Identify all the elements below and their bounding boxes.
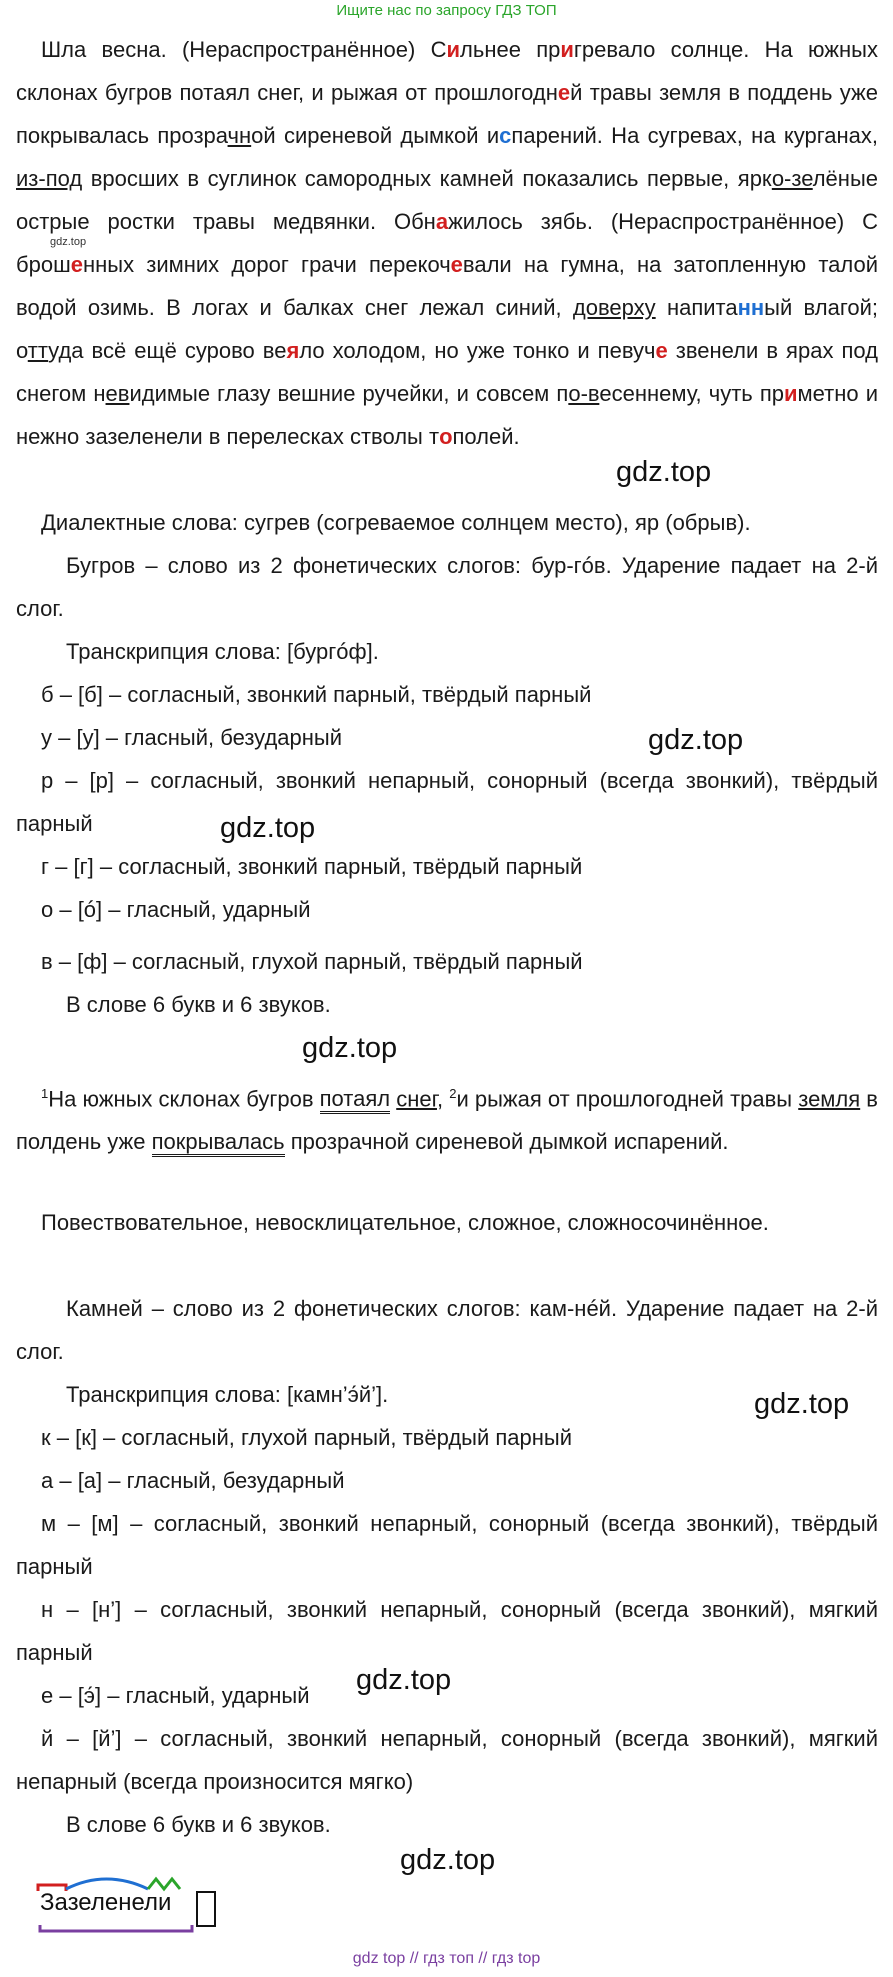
orthogram-red: я xyxy=(286,338,300,363)
text-run: жилось зябь. (Нераспространённое) С брош xyxy=(16,209,878,277)
watermark-small: gdz.top xyxy=(50,236,87,248)
text-run: ый влагой; о xyxy=(16,295,878,363)
morphemic-parse xyxy=(36,1855,236,1935)
dialect-words: Диалектные слова: сугрев (согреваемое солнцем место), яр (обрыв). xyxy=(41,510,751,535)
suffix-mark xyxy=(148,1879,180,1889)
morphemic-word: Зазеленели xyxy=(40,1889,172,1916)
bugrov-sound-1: б – [б] – согласный, звонкий парный, твёрдый парный xyxy=(41,682,592,707)
orthogram-blue: нн xyxy=(737,295,765,320)
text-run: льнее пр xyxy=(460,37,561,62)
kamney-sound-3: м – [м] – согласный, звонкий непарный, сонорный (всегда звонкий), твёрдый парный xyxy=(16,1511,878,1579)
text-run: вали на гумна, на затопленную талой водой озимь. В логах и балках снег лежал синий, xyxy=(16,252,878,320)
text-run: лёные острые ростки травы медвянки. Обн xyxy=(16,166,878,234)
stem-mark xyxy=(40,1925,192,1931)
kamney-sound-2: а – [а] – гласный, безударный xyxy=(41,1468,345,1493)
text-run: и рыжая от прошлогодней травы xyxy=(456,1086,799,1112)
kamney-sound-4: н – [н’] – согласный, звонкий непарный, сонорный (всегда звонкий), мягкий парный xyxy=(16,1597,878,1665)
text-run: Шла весна. (Нераспространённое) С xyxy=(41,37,447,62)
orthogram-underlined: доверху xyxy=(572,295,656,320)
bugrov-sound-2: у – [у] – гласный, безударный xyxy=(41,725,343,750)
orthogram-underlined: дд xyxy=(770,80,797,105)
bugrov-sound-4: г – [г] – согласный, звонкий парный, твёрдый парный xyxy=(41,854,583,879)
bugrov-sound-6: в – [ф] – согласный, глухой парный, твёрдый парный xyxy=(41,949,583,974)
orthogram-red: е xyxy=(655,338,668,363)
text-run: нных зимних дорог грачи перекоч xyxy=(82,252,451,277)
text-run: метно и нежно зазеленели в перелесках стволы т xyxy=(16,381,878,449)
watermark: gdz.top xyxy=(616,456,712,488)
watermark: gdz.top xyxy=(648,724,744,756)
orthogram-red: а xyxy=(435,209,449,234)
predicate: потаял xyxy=(320,1086,390,1114)
text-run: в полдень уже xyxy=(16,1086,878,1155)
orthogram-red: е xyxy=(557,80,571,105)
text-run: идимые глазу вешние ручейки, и совсем п xyxy=(129,381,569,406)
subject: снег xyxy=(396,1086,437,1112)
root-arc xyxy=(66,1879,148,1889)
bugrov-sound-3: р – [р] – согласный, звонкий непарный, сонорный (всегда звонкий), твёрдый парный xyxy=(16,768,878,836)
orthogram-underlined: о-зе xyxy=(771,166,813,191)
kamney-intro: Камней – слово из 2 фонетических слогов: кам-нéй. Ударение падает на 2-й слог. xyxy=(16,1296,878,1364)
text-run: прозрачной сиреневой дымкой испарений. xyxy=(284,1129,729,1155)
text-run: ло холодом, но уже тонко и певуч xyxy=(299,338,656,363)
bugrov-transcription: Транскрипция слова: [бургóф]. xyxy=(66,639,379,664)
ending-box xyxy=(196,1891,216,1927)
orthogram-underlined: о-в xyxy=(568,381,600,406)
bugrov-sound-5: о – [ó] – гласный, ударный xyxy=(41,897,311,922)
orthogram-red: и xyxy=(446,37,461,62)
orthogram-red: е xyxy=(70,252,83,277)
orthogram-underlined: ев xyxy=(105,381,130,406)
text-run: напита xyxy=(655,295,738,320)
text-run: ень уже покрывалась прозра xyxy=(16,80,878,148)
footer-links[interactable]: gdz top // гдз топ // гдз top xyxy=(352,1950,541,1967)
orthogram-red: е xyxy=(450,252,463,277)
orthogram-red: и xyxy=(783,381,798,406)
watermark: gdz.top xyxy=(400,1844,496,1876)
kamney-sound-6: й – [й’] – согласный, звонкий непарный, сонорный (всегда звонкий), мягкий непарный (всегда произносится мягко) xyxy=(16,1726,878,1794)
main-text-paragraph xyxy=(16,28,878,458)
text-run: звенели в ярах под снегом н xyxy=(16,338,878,406)
kamney-sound-5: е – [э́] – гласный, ударный xyxy=(41,1683,310,1708)
watermark: gdz.top xyxy=(754,1388,850,1420)
text-run: уда всё ещё сурово ве xyxy=(48,338,287,363)
orthogram-red: о xyxy=(439,424,453,449)
watermark: gdz.top xyxy=(302,1032,398,1064)
syntax-sentence xyxy=(16,1072,878,1163)
bugrov-count: В слове 6 букв и 6 звуков. xyxy=(66,992,331,1017)
text-run: полей. xyxy=(452,424,520,449)
clause-number: 2 xyxy=(449,1086,457,1101)
text-run: На южных склонах бугров xyxy=(48,1086,320,1112)
kamney-sound-1: к – [к] – согласный, глухой парный, твёрдый парный xyxy=(41,1425,573,1450)
subject: земля xyxy=(798,1086,861,1112)
kamney-count: В слове 6 букв и 6 звуков. xyxy=(66,1812,331,1837)
promo-banner[interactable]: Ищите нас по запросу ГДЗ ТОП xyxy=(336,2,557,19)
text-run: й травы земля в по xyxy=(570,80,771,105)
orthogram-underlined: из-под xyxy=(16,166,83,191)
watermark: gdz.top xyxy=(356,1664,452,1696)
text-run: гревало солнце. На южных склонах бугров потаял снег, и рыжая от прошлогодн xyxy=(16,37,878,105)
orthogram-red: и xyxy=(560,37,574,62)
orthogram-underlined: тт xyxy=(27,338,49,363)
text-run: вросших в суглинок самородных камней показались первые, ярк xyxy=(82,166,772,191)
text-run: парений. На сугревах, на курганах, xyxy=(511,123,878,148)
text-run: есеннему, чуть пр xyxy=(599,381,784,406)
text-run: , xyxy=(436,1086,450,1112)
clause-number: 1 xyxy=(41,1086,49,1101)
bugrov-intro: Бугров – слово из 2 фонетических слогов: бур-гóв. Ударение падает на 2-й слог. xyxy=(16,553,878,621)
syntax-type: Повествовательное, невосклицательное, сложное, сложносочинённое. xyxy=(41,1210,769,1235)
orthogram-blue: с xyxy=(499,123,512,148)
predicate: покрывалась xyxy=(152,1129,285,1157)
text-run: ой сиреневой дымкой и xyxy=(251,123,500,148)
watermark: gdz.top xyxy=(220,812,316,844)
orthogram-underlined: чн xyxy=(227,123,252,148)
kamney-transcription: Транскрипция слова: [камн’э́й’]. xyxy=(66,1382,389,1407)
